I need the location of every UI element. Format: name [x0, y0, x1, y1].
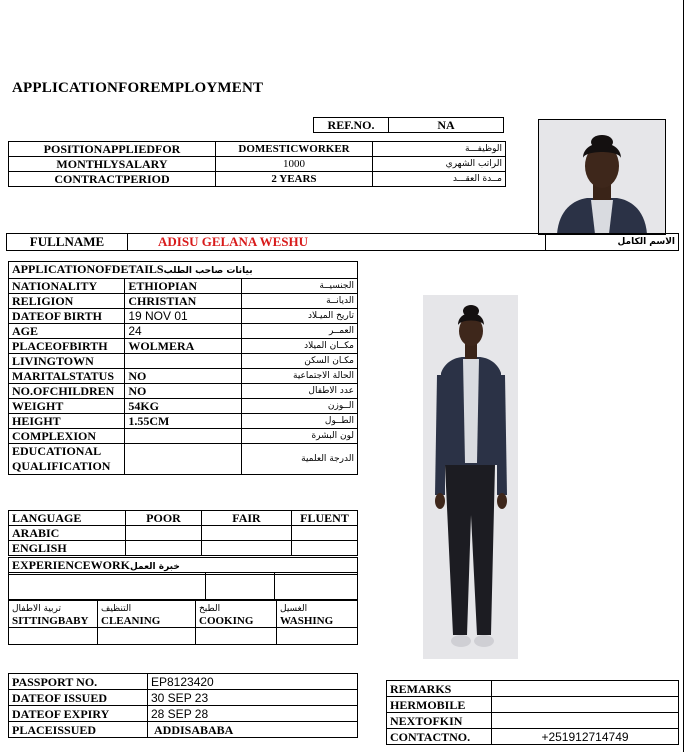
details-value [125, 354, 241, 369]
details-arabic: تاريخ الميـلاد [241, 309, 357, 324]
details-header-label: APPLICATIONOFDETAILS [12, 262, 164, 276]
education-value [125, 444, 241, 475]
page-border [683, 0, 684, 752]
passport-value: 28 SEP 28 [148, 706, 358, 722]
details-arabic: مكــان الميلاد [241, 339, 357, 354]
education-label [9, 444, 125, 475]
details-label: MARITALSTATUS [9, 369, 125, 384]
position-label: POSITIONAPPLIEDFOR [9, 142, 216, 157]
education-label-line1: EDUCATIONAL [12, 444, 102, 458]
education-row [9, 444, 358, 475]
passport-row [9, 722, 358, 738]
skills-row [9, 601, 358, 628]
details-body [9, 279, 358, 444]
details-row [9, 369, 358, 384]
details-row [9, 279, 358, 294]
skill-washing [277, 601, 358, 628]
skill-cooking-arabic: الطبخ [199, 604, 221, 614]
details-value: WOLMERA [125, 339, 241, 354]
fullname-value: ADISU GELANA WESHU [128, 234, 546, 251]
position-table [8, 141, 506, 187]
details-arabic: الجنسيــة [241, 279, 357, 294]
full-body-photo [423, 295, 518, 659]
details-label: RELIGION [9, 294, 125, 309]
language-cell [292, 541, 358, 556]
details-arabic: لون البشرة [241, 429, 357, 444]
remarks-row [387, 697, 679, 713]
position-arabic: الوظيفـــة [373, 142, 506, 157]
details-label: HEIGHT [9, 414, 125, 429]
remarks-row [387, 681, 679, 697]
language-cell [202, 541, 292, 556]
details-arabic: مكـان السكن [241, 354, 357, 369]
remarks-value: +251912714749 [492, 729, 679, 745]
skill-sittingbaby [9, 601, 98, 628]
passport-body [9, 674, 358, 738]
details-label: NATIONALITY [9, 279, 125, 294]
position-value: DOMESTICWORKER [216, 142, 373, 157]
remarks-label: NEXTOFKIN [387, 713, 492, 729]
ref-value: NA [389, 118, 504, 133]
language-poor-header: POOR [126, 511, 202, 526]
details-header-arabic: بيانات صاحب الطلب [163, 266, 253, 276]
details-value: ETHIOPIAN [125, 279, 241, 294]
form-title: APPLICATIONFOREMPLOYMENT [12, 80, 264, 96]
remarks-value [492, 697, 679, 713]
language-fluent-header: FLUENT [292, 511, 358, 526]
skill-washing-arabic: الغسيل [280, 604, 308, 614]
skills-blank-row [9, 628, 358, 645]
experience-blank-cell [9, 573, 206, 600]
details-value: NO [125, 369, 241, 384]
details-row [9, 324, 358, 339]
ref-table [313, 117, 504, 133]
details-arabic: العمــر [241, 324, 357, 339]
details-value: 19 NOV 01 [125, 309, 241, 324]
skill-cooking-label: COOKING [199, 615, 254, 627]
remarks-row [387, 729, 679, 745]
details-value: CHRISTIAN [125, 294, 241, 309]
language-row [9, 541, 358, 556]
language-cell [126, 541, 202, 556]
skill-cooking [196, 601, 277, 628]
salary-arabic: الراتب الشهري [373, 157, 506, 172]
passport-row [9, 706, 358, 722]
language-table [8, 510, 358, 556]
experience-label: EXPERIENCEWORK [12, 558, 131, 572]
details-arabic: الديانــة [241, 294, 357, 309]
details-label: COMPLEXION [9, 429, 125, 444]
skills-blank-cell [196, 628, 277, 645]
experience-arabic: خبرة العمل [130, 562, 180, 572]
contract-arabic: مــدة العقـــد [373, 172, 506, 187]
details-value: 54KG [125, 399, 241, 414]
details-value: NO [125, 384, 241, 399]
details-header-row [9, 262, 358, 279]
details-row [9, 414, 358, 429]
details-row [9, 294, 358, 309]
passport-value: 30 SEP 23 [148, 690, 358, 706]
experience-blank-cell [275, 573, 358, 600]
language-header: LANGUAGE [9, 511, 126, 526]
remarks-label: REMARKS [387, 681, 492, 697]
passport-label: DATEOF ISSUED [9, 690, 148, 706]
details-value: 1.55CM [125, 414, 241, 429]
language-cell [126, 526, 202, 541]
details-arabic: الحالة الاجتماعية [241, 369, 357, 384]
language-fair-header: FAIR [202, 511, 292, 526]
skill-cleaning-label: CLEANING [101, 615, 161, 627]
salary-label: MONTHLYSALARY [9, 157, 216, 172]
details-label: LIVINGTOWN [9, 354, 125, 369]
details-row [9, 354, 358, 369]
full-body-image [423, 295, 518, 659]
fullname-label: FULLNAME [7, 234, 128, 251]
portrait-photo [538, 119, 666, 235]
education-arabic: الدرجة العلمية [241, 444, 357, 475]
experience-blank-row [9, 573, 358, 600]
details-header [9, 262, 358, 279]
language-cell [202, 526, 292, 541]
details-row [9, 384, 358, 399]
ref-label: REF.NO. [314, 118, 389, 133]
skills-blank-table [8, 627, 358, 645]
details-row [9, 429, 358, 444]
position-row [9, 142, 506, 157]
salary-row [9, 157, 506, 172]
passport-label: PASSPORT NO. [9, 674, 148, 690]
portrait-image [539, 120, 665, 234]
passport-value: ADDISABABA [148, 722, 358, 738]
details-label: DATEOF BIRTH [9, 309, 125, 324]
passport-table [8, 673, 358, 738]
skill-washing-label: WASHING [280, 615, 334, 627]
passport-row [9, 690, 358, 706]
remarks-label: CONTACTNO. [387, 729, 492, 745]
details-label: WEIGHT [9, 399, 125, 414]
skills-blank-cell [9, 628, 98, 645]
language-arabic-label: ARABIC [9, 526, 126, 541]
experience-blank-table [8, 572, 358, 600]
details-arabic: الــوزن [241, 399, 357, 414]
fullname-table [6, 233, 679, 251]
passport-row [9, 674, 358, 690]
skills-blank-cell [98, 628, 196, 645]
skill-cleaning-arabic: التنظيف [101, 604, 132, 614]
passport-label: DATEOF EXPIRY [9, 706, 148, 722]
remarks-row [387, 713, 679, 729]
skill-cleaning [98, 601, 196, 628]
contract-label: CONTRACTPERIOD [9, 172, 216, 187]
skills-table [8, 600, 358, 628]
passport-value: EP8123420 [148, 674, 358, 690]
remarks-label: HERMOBILE [387, 697, 492, 713]
language-header-row [9, 511, 358, 526]
details-row [9, 339, 358, 354]
remarks-value [492, 713, 679, 729]
language-row [9, 526, 358, 541]
remarks-value [492, 681, 679, 697]
fullname-arabic: الاسم الكامل [546, 234, 679, 251]
skills-blank-cell [277, 628, 358, 645]
details-row [9, 399, 358, 414]
salary-value: 1000 [216, 157, 373, 172]
remarks-table [386, 680, 679, 745]
remarks-body [387, 681, 679, 745]
language-cell [292, 526, 358, 541]
education-label-line2: QUALIFICATION [12, 459, 111, 473]
details-label: PLACEOFBIRTH [9, 339, 125, 354]
skill-sittingbaby-label: SITTINGBABY [12, 615, 89, 627]
language-english-label: ENGLISH [9, 541, 126, 556]
experience-blank-cell [206, 573, 275, 600]
details-arabic: الطــول [241, 414, 357, 429]
details-label: NO.OFCHILDREN [9, 384, 125, 399]
details-row [9, 309, 358, 324]
contract-value: 2 YEARS [216, 172, 373, 187]
passport-label: PLACEISSUED [9, 722, 148, 738]
details-label: AGE [9, 324, 125, 339]
contract-row [9, 172, 506, 187]
details-table [8, 261, 358, 475]
details-value [125, 429, 241, 444]
skill-sittingbaby-arabic: تربية الاطفال [12, 604, 62, 614]
details-value: 24 [125, 324, 241, 339]
details-arabic: عدد الاطفال [241, 384, 357, 399]
